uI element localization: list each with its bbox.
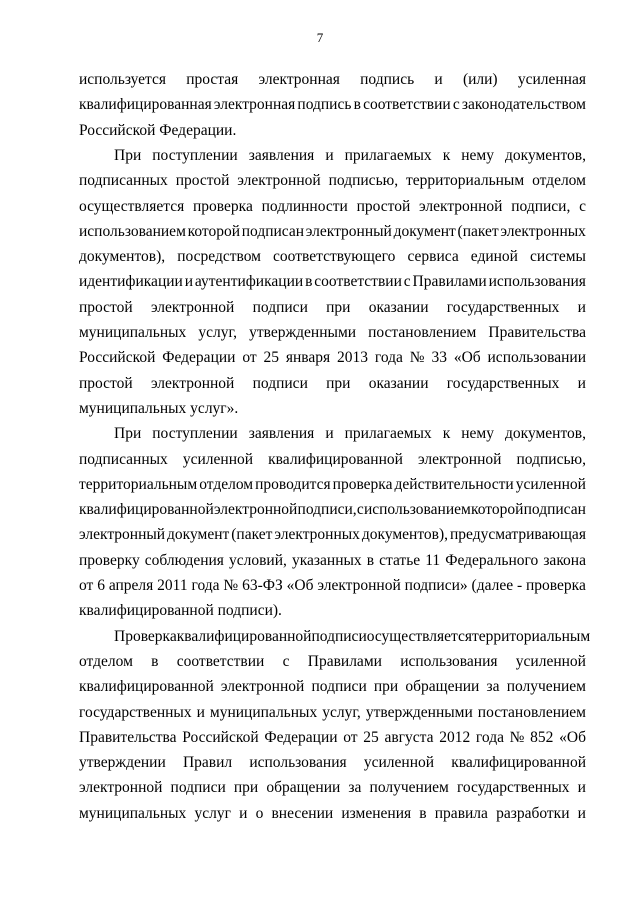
word: электронной: [150, 374, 235, 392]
word: и: [325, 146, 334, 164]
word: Федерации: [162, 349, 236, 367]
word: за: [486, 678, 500, 696]
text-line: [79, 321, 586, 345]
word: простой: [175, 172, 230, 190]
word: Правилами: [307, 652, 382, 670]
word: усиленной: [515, 475, 586, 493]
word: (далее: [471, 577, 514, 594]
word: в: [353, 96, 361, 114]
word: подписи: [170, 779, 226, 797]
text-line: [79, 296, 586, 320]
word: в: [366, 551, 375, 569]
text-line: [114, 625, 591, 649]
word: с: [282, 652, 290, 670]
word: муниципальных: [79, 324, 187, 341]
word: подписанных: [79, 172, 168, 190]
word: проверку: [79, 551, 140, 569]
text-line: [79, 372, 586, 396]
word: от: [242, 349, 257, 367]
word: подписи: [252, 374, 308, 392]
page-number: 7: [316, 30, 324, 45]
text-line: [114, 144, 586, 168]
word: отделом: [199, 475, 254, 493]
word: документов,: [505, 425, 586, 443]
text-line: [79, 751, 586, 775]
word: года: [191, 577, 220, 594]
word: при: [373, 678, 399, 696]
word: в: [305, 273, 313, 291]
word: изменения: [341, 804, 412, 822]
word: (пакет: [457, 222, 499, 240]
word: подписи: [252, 298, 308, 316]
word: года: [374, 349, 403, 367]
word: и: [184, 273, 194, 291]
text-line: [79, 498, 586, 522]
word: подлинности: [261, 197, 348, 215]
word: электронной: [237, 172, 321, 190]
word: за: [348, 779, 362, 797]
text-line: [79, 574, 586, 598]
word: государственных: [446, 374, 560, 392]
word: №: [509, 728, 525, 746]
word: 2011: [157, 577, 188, 594]
word: 11: [425, 551, 441, 569]
word: посредством: [177, 248, 261, 266]
text-line: [79, 346, 586, 370]
word: соблюдения: [144, 551, 224, 569]
word: услуг,: [198, 324, 237, 341]
word: к: [442, 146, 451, 164]
word: усиленной: [182, 450, 254, 468]
word: Правилами: [412, 273, 487, 291]
word: квалифицированной: [79, 678, 214, 696]
word: осуществляется: [79, 197, 185, 215]
word: государственных: [456, 779, 570, 797]
word: 25: [363, 728, 379, 746]
word: документов),: [361, 526, 449, 544]
word: в: [151, 652, 159, 670]
word: простой: [79, 374, 133, 392]
word: о: [255, 804, 264, 822]
word: предусматривающая: [450, 526, 586, 544]
word: услуг: [194, 804, 231, 822]
word: квалифицированной: [176, 627, 312, 645]
word: «Об: [453, 349, 481, 367]
word: подписи,: [297, 501, 357, 519]
text-line: [79, 93, 586, 117]
word: с: [403, 273, 411, 291]
word: с: [579, 197, 586, 215]
text-line: [79, 776, 586, 800]
word: электронный: [79, 526, 166, 544]
word: статье: [379, 551, 421, 569]
word: территориальным: [471, 627, 591, 645]
word: простой: [356, 197, 411, 215]
text-line: [79, 523, 586, 547]
word: проверка: [332, 475, 393, 493]
word: при: [233, 779, 259, 797]
word: апреля: [108, 577, 154, 594]
word: и: [577, 804, 586, 822]
text-line: [79, 169, 586, 193]
word: При: [114, 146, 142, 164]
word: отделом: [79, 652, 133, 670]
text-line: Российской Федерации.: [79, 121, 237, 139]
word: Правил: [182, 754, 233, 772]
text-line: [79, 726, 586, 750]
word: оказании: [368, 298, 429, 316]
word: 2013: [337, 349, 369, 367]
word: от: [79, 577, 94, 594]
word: и: [577, 374, 586, 392]
word: заявления: [248, 425, 315, 443]
word: соответствии: [363, 96, 451, 114]
word: поступлении: [152, 425, 238, 443]
word: при: [326, 374, 351, 392]
word: 852: [530, 728, 554, 746]
word: территориальным: [79, 475, 198, 493]
word: муниципальных: [209, 703, 318, 721]
word: августа: [384, 728, 434, 746]
word: закона: [543, 551, 586, 569]
word: электронный: [305, 222, 392, 240]
word: простой: [79, 298, 133, 316]
word: подписи: [311, 678, 367, 696]
word: услуг,: [322, 703, 361, 721]
word: документ: [393, 222, 456, 240]
word: аутентификации: [194, 273, 304, 291]
word: электронных: [274, 526, 360, 544]
text-line: [79, 68, 586, 92]
word: использования: [488, 273, 586, 291]
word: отделом: [532, 172, 586, 190]
word: соответствующего: [273, 248, 396, 266]
text-line: [79, 245, 586, 269]
word: и: [196, 703, 205, 721]
word: сервиса: [407, 248, 459, 266]
word: использования: [249, 754, 347, 772]
word: используется: [79, 71, 167, 88]
word: электронной: [213, 501, 298, 519]
word: подписью,: [516, 450, 586, 468]
word: с: [452, 96, 460, 114]
word: электронная: [213, 96, 296, 114]
word: электронной: [419, 197, 503, 215]
word: поступлении: [152, 146, 238, 164]
word: квалифицированной: [451, 754, 586, 772]
word: Федерального: [445, 551, 539, 569]
word: нему: [461, 146, 494, 164]
word: усиленной: [363, 754, 435, 772]
word: осуществляется: [366, 627, 472, 645]
text-line: [79, 195, 586, 219]
text-line: [79, 701, 586, 725]
word: получением: [369, 779, 449, 797]
word: соответствии: [176, 652, 265, 670]
word: действительности: [394, 475, 514, 493]
word: правила: [434, 804, 488, 822]
word: подписан: [523, 501, 586, 519]
word: использования: [400, 652, 498, 670]
word: №: [409, 349, 425, 367]
word: заявления: [248, 146, 315, 164]
word: прилагаемых: [344, 146, 432, 164]
word: Правительства: [488, 324, 586, 341]
word: с: [356, 501, 364, 519]
text-line: [114, 422, 586, 446]
word: подписи: [311, 627, 367, 645]
word: нему: [461, 425, 494, 443]
word: 25: [263, 349, 279, 367]
text-line: [79, 549, 586, 573]
word: территориальным: [406, 172, 525, 190]
word: законодательством: [461, 96, 586, 114]
word: Проверка: [114, 627, 177, 645]
word: 33: [431, 349, 447, 367]
word: использовании: [487, 349, 586, 367]
word: 2012: [439, 728, 471, 746]
word: государственных: [446, 298, 560, 316]
text-line: [79, 220, 586, 244]
word: Российской: [79, 349, 156, 367]
word: 6: [97, 577, 105, 594]
word: обращении: [266, 779, 341, 797]
word: простая: [186, 71, 239, 88]
word: постановлением: [477, 703, 586, 721]
word: подписанных: [79, 450, 168, 468]
word: и: [577, 779, 586, 797]
word: квалифицированной: [268, 450, 403, 468]
word: 63-ФЗ: [242, 577, 283, 594]
word: «Об: [559, 728, 586, 746]
word: подписи»: [404, 577, 468, 594]
word: (или): [462, 71, 498, 88]
word: Российской: [182, 728, 259, 746]
text-line: [79, 650, 586, 674]
word: документов,: [505, 146, 586, 164]
word: электронная: [258, 71, 340, 88]
word: электронной: [418, 450, 502, 468]
word: утвержденными: [365, 703, 473, 721]
word: подписи,: [511, 197, 571, 215]
text-line: [79, 270, 586, 294]
word: использованием: [79, 222, 186, 240]
word: «Об: [286, 577, 314, 594]
word: документ: [167, 526, 230, 544]
word: единой: [470, 248, 518, 266]
word: проверка: [193, 197, 253, 215]
word: квалифицированная: [79, 96, 212, 114]
word: в: [419, 804, 427, 822]
word: разработки: [496, 804, 570, 822]
word: подпись: [297, 96, 352, 114]
word: усиленная: [517, 71, 586, 88]
word: указанных: [291, 551, 362, 569]
word: и: [239, 804, 248, 822]
word: условий,: [229, 551, 287, 569]
word: утвержденными: [249, 324, 357, 341]
word: идентификации: [79, 273, 183, 291]
word: проверка: [526, 577, 586, 594]
word: соответствии: [314, 273, 402, 291]
word: При: [114, 425, 142, 443]
word: внесении: [271, 804, 334, 822]
word: подписан: [241, 222, 305, 240]
word: и: [325, 425, 334, 443]
word: и: [577, 298, 586, 316]
word: квалифицированной: [79, 501, 214, 519]
word: (пакет: [231, 526, 273, 544]
word: от: [343, 728, 358, 746]
text-line: [79, 448, 586, 472]
word: электронных: [500, 222, 586, 240]
word: -: [516, 577, 523, 594]
word: получением: [506, 678, 586, 696]
word: прилагаемых: [344, 425, 432, 443]
text-line: муниципальных услуг».: [79, 399, 239, 417]
word: которой: [471, 501, 524, 519]
word: при: [326, 298, 351, 316]
word: муниципальных: [79, 804, 187, 822]
word: к: [442, 425, 451, 443]
text-line: квалифицированной подписи).: [79, 602, 282, 620]
text-line: [79, 473, 586, 497]
word: системы: [530, 248, 586, 266]
word: усиленной: [515, 652, 586, 670]
word: года: [475, 728, 504, 746]
word: утверждении: [79, 754, 166, 772]
text-line: [79, 675, 586, 699]
word: оказании: [368, 374, 429, 392]
word: обращении: [405, 678, 480, 696]
word: подписью,: [328, 172, 399, 190]
word: государственных: [79, 703, 192, 721]
word: проводится: [255, 475, 331, 493]
word: использованием: [363, 501, 471, 519]
word: документов),: [79, 248, 166, 266]
word: электронной: [220, 678, 305, 696]
word: №: [223, 577, 239, 594]
word: постановлением: [368, 324, 477, 341]
word: подпись: [360, 71, 415, 88]
text-line: [79, 802, 586, 826]
word: Правительства: [79, 728, 177, 746]
word: января: [285, 349, 331, 367]
word: электронной: [150, 298, 235, 316]
word: которой: [187, 222, 240, 240]
word: электронной: [79, 779, 163, 797]
word: электронной: [317, 577, 401, 594]
word: Федерации: [264, 728, 338, 746]
word: и: [434, 71, 443, 88]
